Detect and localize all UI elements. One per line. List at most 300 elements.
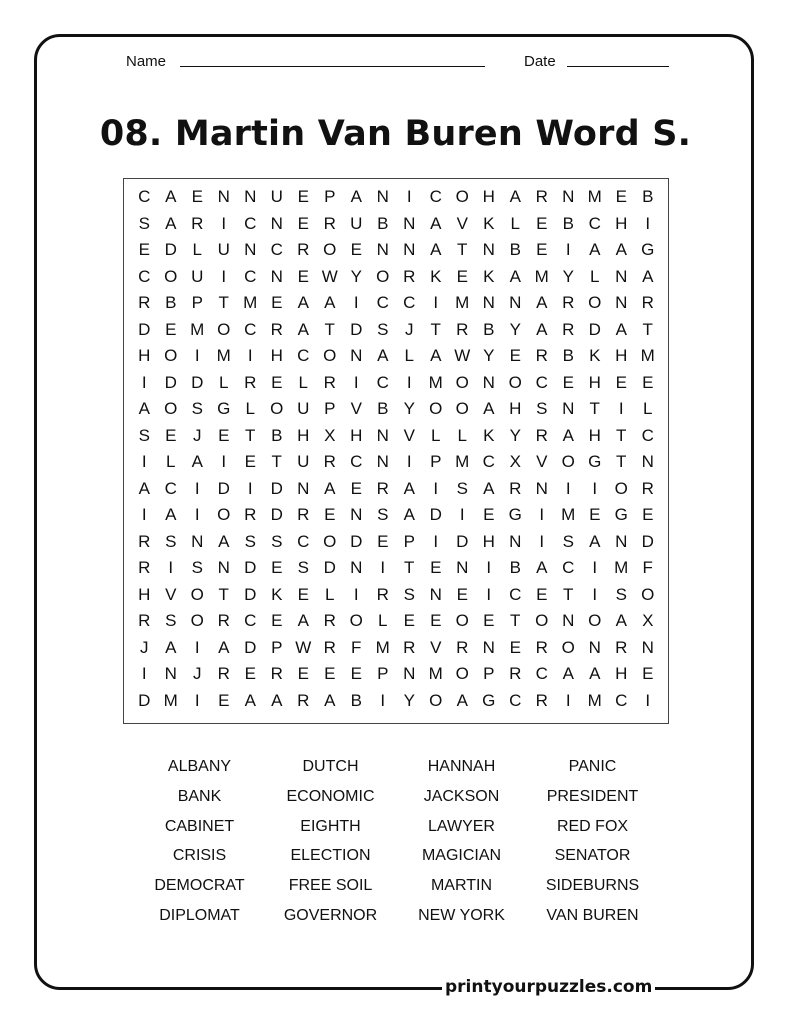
- grid-letter[interactable]: N: [588, 637, 601, 657]
- grid-letter[interactable]: T: [510, 611, 521, 631]
- grid-letter[interactable]: R: [191, 213, 204, 233]
- grid-letter[interactable]: S: [138, 425, 150, 445]
- grid-letter[interactable]: I: [645, 690, 651, 710]
- grid-letter[interactable]: T: [271, 452, 282, 472]
- grid-letter[interactable]: A: [430, 213, 442, 233]
- grid-letter[interactable]: O: [323, 531, 337, 551]
- grid-letter[interactable]: R: [403, 637, 416, 657]
- grid-letter[interactable]: R: [376, 584, 389, 604]
- grid-letter[interactable]: O: [270, 399, 284, 419]
- grid-letter[interactable]: O: [164, 346, 178, 366]
- grid-letter[interactable]: N: [456, 558, 469, 578]
- grid-letter[interactable]: R: [376, 478, 389, 498]
- grid-letter[interactable]: L: [378, 611, 388, 631]
- grid-letter[interactable]: A: [509, 266, 521, 286]
- grid-letter[interactable]: O: [429, 690, 443, 710]
- grid-letter[interactable]: V: [350, 399, 362, 419]
- grid-letter[interactable]: S: [536, 399, 548, 419]
- grid-letter[interactable]: O: [614, 478, 628, 498]
- grid-letter[interactable]: N: [641, 452, 654, 472]
- grid-letter[interactable]: D: [323, 558, 336, 578]
- grid-letter[interactable]: A: [589, 664, 601, 684]
- grid-letter[interactable]: A: [536, 319, 548, 339]
- grid-letter[interactable]: A: [218, 531, 230, 551]
- grid-letter[interactable]: W: [295, 637, 312, 657]
- grid-letter[interactable]: C: [350, 452, 363, 472]
- grid-letter[interactable]: A: [456, 690, 468, 710]
- grid-letter[interactable]: X: [642, 611, 654, 631]
- grid-letter[interactable]: A: [509, 187, 521, 207]
- grid-letter[interactable]: I: [221, 213, 227, 233]
- grid-letter[interactable]: D: [429, 505, 442, 525]
- grid-letter[interactable]: S: [191, 558, 203, 578]
- grid-letter[interactable]: N: [350, 505, 363, 525]
- grid-letter[interactable]: E: [165, 319, 177, 339]
- grid-letter[interactable]: E: [324, 664, 336, 684]
- grid-letter[interactable]: A: [403, 478, 415, 498]
- grid-letter[interactable]: C: [297, 531, 310, 551]
- grid-letter[interactable]: K: [483, 213, 495, 233]
- grid-letter[interactable]: I: [406, 187, 412, 207]
- grid-letter[interactable]: C: [403, 293, 416, 313]
- grid-letter[interactable]: O: [190, 584, 204, 604]
- grid-letter[interactable]: E: [297, 187, 309, 207]
- grid-letter[interactable]: C: [244, 611, 257, 631]
- grid-letter[interactable]: F: [351, 637, 362, 657]
- grid-letter[interactable]: I: [194, 690, 200, 710]
- grid-letter[interactable]: N: [509, 293, 522, 313]
- grid-letter[interactable]: I: [592, 558, 598, 578]
- grid-letter[interactable]: Y: [350, 266, 362, 286]
- grid-letter[interactable]: I: [486, 558, 492, 578]
- grid-letter[interactable]: E: [324, 505, 336, 525]
- grid-letter[interactable]: U: [217, 240, 230, 260]
- grid-letter[interactable]: O: [641, 584, 655, 604]
- grid-letter[interactable]: E: [642, 505, 654, 525]
- grid-letter[interactable]: V: [536, 452, 548, 472]
- grid-letter[interactable]: E: [271, 611, 283, 631]
- grid-letter[interactable]: K: [589, 346, 601, 366]
- grid-letter[interactable]: N: [482, 372, 495, 392]
- grid-letter[interactable]: I: [645, 213, 651, 233]
- grid-letter[interactable]: R: [509, 478, 522, 498]
- grid-letter[interactable]: E: [297, 584, 309, 604]
- grid-letter[interactable]: A: [589, 531, 601, 551]
- grid-letter[interactable]: I: [194, 478, 200, 498]
- grid-letter[interactable]: B: [483, 319, 495, 339]
- grid-letter[interactable]: J: [140, 637, 149, 657]
- grid-letter[interactable]: A: [138, 399, 150, 419]
- grid-letter[interactable]: U: [350, 213, 363, 233]
- grid-letter[interactable]: R: [244, 505, 257, 525]
- grid-letter[interactable]: A: [562, 664, 574, 684]
- grid-letter[interactable]: E: [244, 664, 256, 684]
- grid-letter[interactable]: L: [219, 372, 229, 392]
- grid-letter[interactable]: I: [380, 558, 386, 578]
- grid-letter[interactable]: D: [138, 690, 151, 710]
- grid-letter[interactable]: Y: [509, 425, 521, 445]
- grid-letter[interactable]: L: [431, 425, 441, 445]
- grid-letter[interactable]: D: [191, 372, 204, 392]
- grid-letter[interactable]: N: [297, 478, 310, 498]
- grid-letter[interactable]: E: [350, 664, 362, 684]
- grid-letter[interactable]: R: [456, 637, 469, 657]
- grid-letter[interactable]: T: [218, 293, 229, 313]
- grid-letter[interactable]: D: [456, 531, 469, 551]
- grid-letter[interactable]: G: [217, 399, 231, 419]
- grid-letter[interactable]: J: [193, 664, 202, 684]
- grid-letter[interactable]: H: [615, 346, 628, 366]
- grid-letter[interactable]: O: [164, 266, 178, 286]
- grid-letter[interactable]: C: [641, 425, 654, 445]
- grid-letter[interactable]: C: [376, 372, 389, 392]
- grid-letter[interactable]: A: [165, 505, 177, 525]
- grid-letter[interactable]: I: [353, 293, 359, 313]
- grid-letter[interactable]: M: [455, 293, 470, 313]
- grid-letter[interactable]: R: [562, 293, 575, 313]
- grid-letter[interactable]: N: [482, 293, 495, 313]
- grid-letter[interactable]: L: [643, 399, 653, 419]
- grid-letter[interactable]: C: [138, 266, 151, 286]
- grid-letter[interactable]: E: [430, 611, 442, 631]
- grid-letter[interactable]: Y: [509, 319, 521, 339]
- grid-letter[interactable]: C: [535, 372, 548, 392]
- grid-letter[interactable]: R: [456, 319, 469, 339]
- grid-letter[interactable]: H: [588, 372, 601, 392]
- grid-letter[interactable]: I: [353, 584, 359, 604]
- grid-letter[interactable]: N: [615, 293, 628, 313]
- grid-letter[interactable]: I: [406, 372, 412, 392]
- grid-letter[interactable]: H: [615, 213, 628, 233]
- grid-letter[interactable]: A: [271, 690, 283, 710]
- grid-letter[interactable]: K: [483, 425, 495, 445]
- grid-letter[interactable]: E: [244, 452, 256, 472]
- grid-letter[interactable]: A: [244, 690, 256, 710]
- grid-letter[interactable]: L: [590, 266, 600, 286]
- grid-letter[interactable]: N: [191, 531, 204, 551]
- grid-letter[interactable]: A: [562, 425, 574, 445]
- grid-letter[interactable]: X: [509, 452, 521, 472]
- grid-letter[interactable]: I: [565, 240, 571, 260]
- grid-letter[interactable]: G: [508, 505, 522, 525]
- grid-letter[interactable]: C: [615, 690, 628, 710]
- grid-letter[interactable]: N: [482, 240, 495, 260]
- grid-letter[interactable]: C: [244, 319, 257, 339]
- grid-letter[interactable]: C: [164, 478, 177, 498]
- grid-letter[interactable]: A: [430, 240, 442, 260]
- grid-letter[interactable]: I: [486, 584, 492, 604]
- grid-letter[interactable]: T: [616, 452, 627, 472]
- grid-letter[interactable]: R: [297, 690, 310, 710]
- grid-letter[interactable]: R: [270, 664, 283, 684]
- grid-letter[interactable]: C: [535, 664, 548, 684]
- grid-letter[interactable]: O: [455, 187, 469, 207]
- grid-letter[interactable]: Y: [403, 690, 415, 710]
- grid-letter[interactable]: N: [244, 240, 257, 260]
- grid-letter[interactable]: J: [405, 319, 414, 339]
- grid-letter[interactable]: E: [218, 690, 230, 710]
- grid-letter[interactable]: O: [323, 346, 337, 366]
- grid-letter[interactable]: C: [509, 584, 522, 604]
- grid-letter[interactable]: N: [376, 425, 389, 445]
- grid-letter[interactable]: H: [297, 425, 310, 445]
- grid-letter[interactable]: K: [271, 584, 283, 604]
- grid-letter[interactable]: A: [430, 346, 442, 366]
- grid-letter[interactable]: B: [165, 293, 177, 313]
- grid-letter[interactable]: M: [428, 372, 443, 392]
- grid-letter[interactable]: M: [163, 690, 178, 710]
- grid-letter[interactable]: S: [403, 584, 415, 604]
- grid-letter[interactable]: D: [270, 505, 283, 525]
- grid-letter[interactable]: H: [482, 531, 495, 551]
- grid-letter[interactable]: O: [376, 266, 390, 286]
- grid-letter[interactable]: A: [218, 637, 230, 657]
- grid-letter[interactable]: N: [376, 187, 389, 207]
- grid-letter[interactable]: D: [217, 478, 230, 498]
- grid-letter[interactable]: A: [615, 611, 627, 631]
- grid-letter[interactable]: R: [403, 266, 416, 286]
- grid-letter[interactable]: A: [165, 637, 177, 657]
- grid-letter[interactable]: L: [298, 372, 308, 392]
- grid-letter[interactable]: E: [271, 372, 283, 392]
- grid-letter[interactable]: H: [509, 399, 522, 419]
- grid-letter[interactable]: A: [297, 293, 309, 313]
- grid-letter[interactable]: R: [509, 664, 522, 684]
- grid-letter[interactable]: E: [509, 637, 521, 657]
- grid-letter[interactable]: A: [536, 293, 548, 313]
- grid-letter[interactable]: R: [297, 240, 310, 260]
- grid-letter[interactable]: O: [429, 399, 443, 419]
- grid-letter[interactable]: L: [325, 584, 335, 604]
- grid-letter[interactable]: R: [323, 452, 336, 472]
- grid-letter[interactable]: I: [194, 505, 200, 525]
- grid-letter[interactable]: I: [565, 478, 571, 498]
- grid-letter[interactable]: R: [138, 531, 151, 551]
- grid-letter[interactable]: I: [618, 399, 624, 419]
- grid-letter[interactable]: E: [218, 425, 230, 445]
- grid-letter[interactable]: P: [191, 293, 203, 313]
- grid-letter[interactable]: W: [454, 346, 471, 366]
- grid-letter[interactable]: N: [244, 187, 257, 207]
- grid-letter[interactable]: R: [535, 346, 548, 366]
- grid-letter[interactable]: O: [535, 611, 549, 631]
- grid-letter[interactable]: H: [588, 425, 601, 445]
- grid-letter[interactable]: T: [563, 584, 574, 604]
- grid-letter[interactable]: A: [483, 399, 495, 419]
- grid-letter[interactable]: O: [561, 637, 575, 657]
- grid-letter[interactable]: E: [483, 505, 495, 525]
- grid-letter[interactable]: B: [377, 399, 389, 419]
- grid-letter[interactable]: R: [535, 425, 548, 445]
- grid-letter[interactable]: C: [244, 213, 257, 233]
- grid-letter[interactable]: S: [191, 399, 203, 419]
- grid-letter[interactable]: E: [297, 213, 309, 233]
- grid-letter[interactable]: B: [509, 558, 521, 578]
- grid-letter[interactable]: D: [588, 319, 601, 339]
- grid-letter[interactable]: V: [403, 425, 415, 445]
- name-field[interactable]: [180, 66, 485, 67]
- grid-letter[interactable]: U: [297, 399, 310, 419]
- grid-letter[interactable]: C: [138, 187, 151, 207]
- grid-letter[interactable]: O: [455, 611, 469, 631]
- grid-letter[interactable]: M: [428, 664, 443, 684]
- grid-letter[interactable]: R: [323, 372, 336, 392]
- grid-letter[interactable]: S: [615, 584, 627, 604]
- grid-letter[interactable]: L: [245, 399, 255, 419]
- grid-letter[interactable]: T: [589, 399, 600, 419]
- grid-letter[interactable]: M: [587, 187, 602, 207]
- grid-letter[interactable]: A: [324, 293, 336, 313]
- grid-letter[interactable]: N: [509, 531, 522, 551]
- grid-letter[interactable]: I: [141, 505, 147, 525]
- grid-letter[interactable]: C: [297, 346, 310, 366]
- grid-letter[interactable]: O: [217, 505, 231, 525]
- grid-letter[interactable]: A: [297, 611, 309, 631]
- grid-letter[interactable]: M: [587, 690, 602, 710]
- grid-letter[interactable]: C: [482, 452, 495, 472]
- grid-letter[interactable]: O: [455, 399, 469, 419]
- grid-letter[interactable]: I: [433, 478, 439, 498]
- grid-letter[interactable]: I: [141, 372, 147, 392]
- grid-letter[interactable]: I: [433, 531, 439, 551]
- grid-letter[interactable]: N: [562, 611, 575, 631]
- grid-letter[interactable]: E: [456, 266, 468, 286]
- grid-letter[interactable]: T: [404, 558, 415, 578]
- grid-letter[interactable]: I: [194, 346, 200, 366]
- grid-letter[interactable]: S: [377, 319, 389, 339]
- grid-letter[interactable]: E: [562, 372, 574, 392]
- grid-letter[interactable]: B: [562, 346, 574, 366]
- grid-letter[interactable]: Y: [483, 346, 495, 366]
- grid-letter[interactable]: O: [323, 240, 337, 260]
- grid-letter[interactable]: N: [350, 346, 363, 366]
- grid-letter[interactable]: A: [138, 478, 150, 498]
- grid-letter[interactable]: H: [615, 664, 628, 684]
- grid-letter[interactable]: R: [138, 293, 151, 313]
- grid-letter[interactable]: L: [510, 213, 520, 233]
- grid-letter[interactable]: L: [457, 425, 467, 445]
- grid-letter[interactable]: D: [350, 531, 363, 551]
- grid-letter[interactable]: M: [375, 637, 390, 657]
- grid-letter[interactable]: E: [191, 187, 203, 207]
- grid-letter[interactable]: I: [247, 478, 253, 498]
- grid-letter[interactable]: R: [138, 558, 151, 578]
- grid-letter[interactable]: D: [641, 531, 654, 551]
- grid-letter[interactable]: Y: [562, 266, 574, 286]
- grid-letter[interactable]: N: [482, 637, 495, 657]
- grid-letter[interactable]: I: [380, 690, 386, 710]
- grid-letter[interactable]: A: [165, 187, 177, 207]
- grid-letter[interactable]: I: [141, 664, 147, 684]
- grid-letter[interactable]: M: [614, 558, 629, 578]
- grid-letter[interactable]: A: [589, 240, 601, 260]
- grid-letter[interactable]: I: [168, 558, 174, 578]
- grid-letter[interactable]: E: [297, 266, 309, 286]
- grid-letter[interactable]: N: [164, 664, 177, 684]
- grid-letter[interactable]: N: [350, 558, 363, 578]
- grid-letter[interactable]: R: [641, 293, 654, 313]
- grid-letter[interactable]: A: [324, 478, 336, 498]
- grid-letter[interactable]: N: [429, 584, 442, 604]
- grid-letter[interactable]: D: [350, 319, 363, 339]
- grid-letter[interactable]: T: [642, 319, 653, 339]
- grid-letter[interactable]: N: [376, 240, 389, 260]
- grid-letter[interactable]: A: [297, 319, 309, 339]
- grid-letter[interactable]: R: [535, 637, 548, 657]
- grid-letter[interactable]: K: [483, 266, 495, 286]
- grid-letter[interactable]: R: [535, 187, 548, 207]
- grid-letter[interactable]: A: [191, 452, 203, 472]
- grid-letter[interactable]: R: [562, 319, 575, 339]
- grid-letter[interactable]: D: [164, 372, 177, 392]
- grid-letter[interactable]: P: [324, 187, 336, 207]
- grid-letter[interactable]: I: [353, 372, 359, 392]
- grid-letter[interactable]: B: [509, 240, 521, 260]
- grid-letter[interactable]: E: [165, 425, 177, 445]
- grid-letter[interactable]: I: [539, 505, 545, 525]
- grid-letter[interactable]: B: [642, 187, 654, 207]
- grid-letter[interactable]: M: [216, 346, 231, 366]
- grid-letter[interactable]: N: [535, 478, 548, 498]
- grid-letter[interactable]: C: [270, 240, 283, 260]
- grid-letter[interactable]: A: [165, 213, 177, 233]
- grid-letter[interactable]: S: [138, 213, 150, 233]
- grid-letter[interactable]: D: [164, 240, 177, 260]
- grid-letter[interactable]: O: [349, 611, 363, 631]
- grid-letter[interactable]: P: [377, 664, 389, 684]
- grid-letter[interactable]: O: [588, 293, 602, 313]
- grid-letter[interactable]: E: [536, 213, 548, 233]
- grid-letter[interactable]: O: [508, 372, 522, 392]
- grid-letter[interactable]: N: [403, 664, 416, 684]
- grid-letter[interactable]: D: [244, 584, 257, 604]
- grid-letter[interactable]: E: [456, 584, 468, 604]
- date-field[interactable]: [567, 66, 669, 67]
- grid-letter[interactable]: E: [536, 584, 548, 604]
- grid-letter[interactable]: P: [271, 637, 283, 657]
- grid-letter[interactable]: O: [190, 611, 204, 631]
- grid-letter[interactable]: E: [430, 558, 442, 578]
- grid-letter[interactable]: V: [430, 637, 442, 657]
- grid-letter[interactable]: N: [562, 399, 575, 419]
- grid-letter[interactable]: A: [350, 187, 362, 207]
- grid-letter[interactable]: N: [217, 558, 230, 578]
- grid-letter[interactable]: H: [138, 346, 151, 366]
- grid-letter[interactable]: R: [323, 213, 336, 233]
- grid-letter[interactable]: E: [271, 293, 283, 313]
- grid-letter[interactable]: R: [641, 478, 654, 498]
- grid-letter[interactable]: O: [164, 399, 178, 419]
- grid-letter[interactable]: M: [190, 319, 205, 339]
- grid-letter[interactable]: I: [592, 478, 598, 498]
- grid-letter[interactable]: A: [483, 478, 495, 498]
- grid-letter[interactable]: N: [376, 452, 389, 472]
- grid-letter[interactable]: S: [271, 531, 283, 551]
- grid-letter[interactable]: E: [589, 505, 601, 525]
- grid-letter[interactable]: I: [221, 266, 227, 286]
- grid-letter[interactable]: O: [455, 372, 469, 392]
- grid-letter[interactable]: A: [536, 558, 548, 578]
- grid-letter[interactable]: N: [270, 213, 283, 233]
- grid-letter[interactable]: M: [640, 346, 655, 366]
- grid-letter[interactable]: B: [350, 690, 362, 710]
- grid-letter[interactable]: I: [194, 637, 200, 657]
- grid-letter[interactable]: T: [324, 319, 335, 339]
- grid-letter[interactable]: Y: [403, 399, 415, 419]
- grid-letter[interactable]: L: [166, 452, 176, 472]
- grid-letter[interactable]: A: [324, 690, 336, 710]
- grid-letter[interactable]: D: [270, 478, 283, 498]
